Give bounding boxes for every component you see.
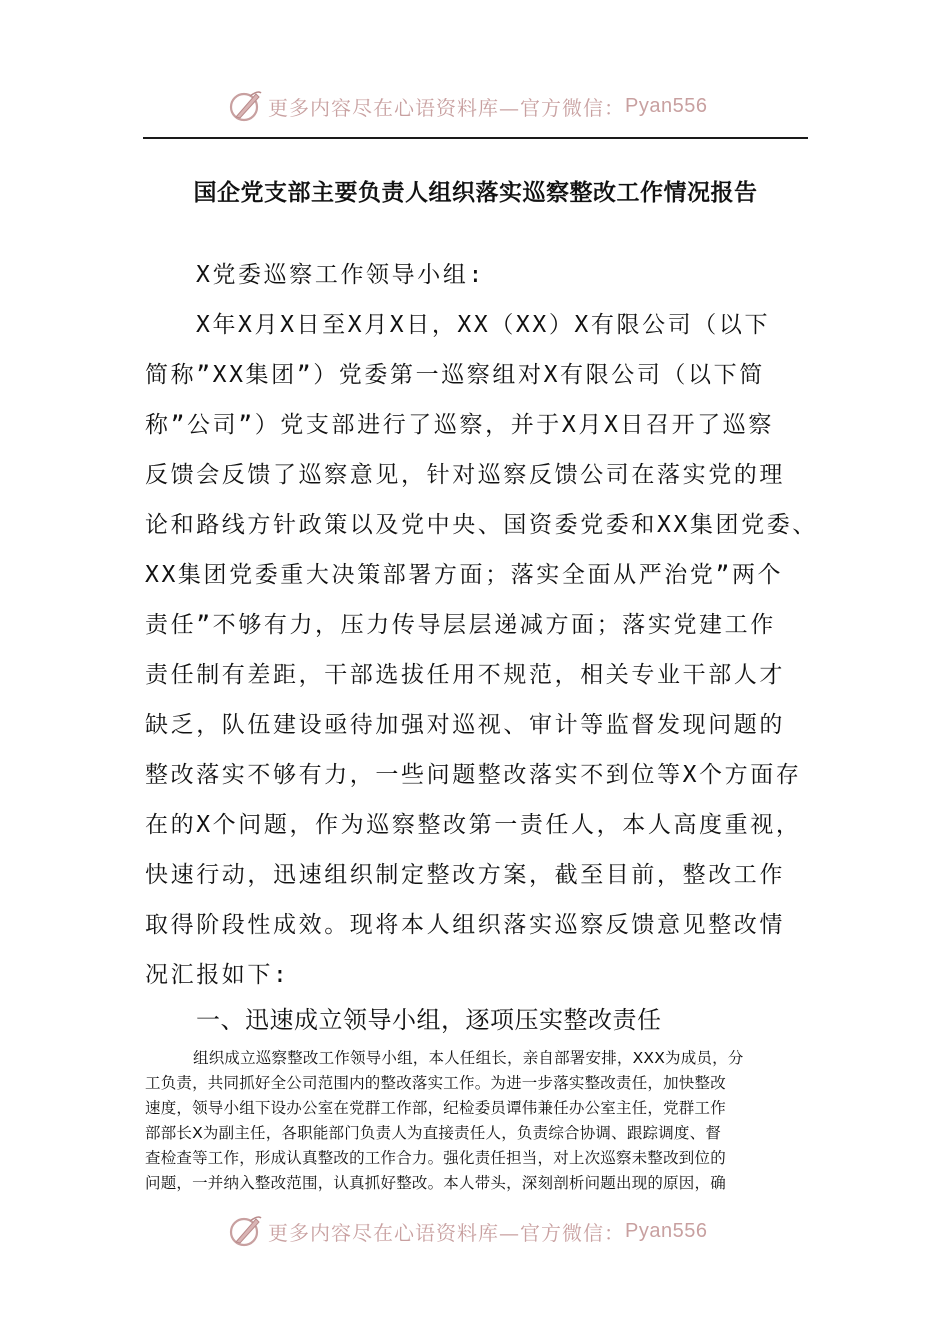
- footer-watermark: [0, 1205, 950, 1255]
- section-line: 查检查等工作，形成认真整改的工作合力。强化责任担当，对上次巡察未整改到位的: [145, 1149, 726, 1167]
- body-line: 简称”XX集团”）党委第一巡察组对X有限公司（以下简: [145, 362, 765, 388]
- salutation: X党委巡察工作领导小组:: [196, 262, 485, 288]
- body-line: 论和路线方针政策以及党中央、国资委党委和XX集团党委、: [145, 512, 818, 538]
- section-line: 部部长X为副主任，各职能部门负责人为直接责任人，负责综合协调、跟踪调度、督: [145, 1124, 722, 1142]
- body-line: 取得阶段性成效。现将本人组织落实巡察反馈意见整改情: [145, 912, 785, 938]
- body-line: 反馈会反馈了巡察意见，针对巡察反馈公司在落实党的理: [145, 462, 785, 488]
- section-heading: 一、迅速成立领导小组，逐项压实整改责任: [196, 1006, 662, 1034]
- watermark-site-text: 更多内容尽在心语资料库—官方微信：: [268, 1220, 625, 1245]
- watermark-site-text: 更多内容尽在心语资料库—官方微信：: [268, 95, 625, 120]
- section-line: 工负责，共同抓好全公司范围内的整改落实工作。为进一步落实整改责任，加快整改: [145, 1074, 726, 1092]
- body-line: 缺乏，队伍建设亟待加强对巡视、审计等监督发现问题的: [145, 712, 785, 738]
- body-line: 整改落实不够有力，一些问题整改落实不到位等X个方面存: [145, 762, 802, 788]
- section-line: 问题，一并纳入整改范围，认真抓好整改。本人带头，深刻剖析问题出现的原因，确: [145, 1174, 726, 1192]
- body-line: 快速行动，迅速组织制定整改方案，截至目前，整改工作: [145, 862, 785, 888]
- body-line: 称”公司”）党支部进行了巡察，并于X月X日召开了巡察: [145, 412, 774, 438]
- body-line: 责任”不够有力，压力传导层层递减方面；落实党建工作: [145, 612, 776, 638]
- section-line: 速度，领导小组下设办公室在党群工作部，纪检委员谭伟兼任办公室主任，党群工作: [145, 1099, 726, 1117]
- body-line: 责任制有差距，干部选拔任用不规范，相关专业干部人才: [145, 662, 785, 688]
- body-line: X年X月X日至X月X日，XX（XX）X有限公司（以下: [196, 312, 771, 338]
- body-line: 在的X个问题，作为巡察整改第一责任人，本人高度重视，: [145, 812, 802, 838]
- watermark-wechat-id: Pyan556: [625, 94, 708, 117]
- body-line: 况汇报如下:: [145, 962, 290, 988]
- quill-logo-icon: [228, 1213, 264, 1249]
- document-title: 国企党支部主要负责人组织落实巡察整改工作情况报告: [193, 179, 758, 206]
- body-line: XX集团党委重大决策部署方面；落实全面从严治党”两个: [145, 562, 784, 588]
- watermark-wechat-id: Pyan556: [625, 1219, 708, 1242]
- section-line: 组织成立巡察整改工作领导小组，本人任组长，亲自部署安排，XXX为成员，分: [193, 1049, 744, 1067]
